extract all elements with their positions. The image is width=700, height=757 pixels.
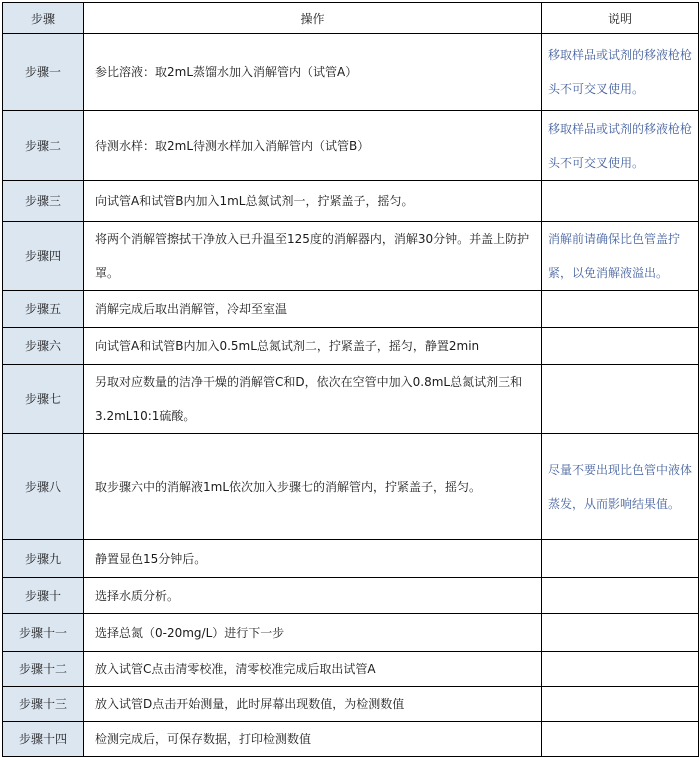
step-cell: 步骤一 — [3, 34, 84, 111]
step-cell: 步骤三 — [3, 181, 84, 222]
step-cell: 步骤十四 — [3, 722, 84, 757]
note-cell — [542, 540, 699, 578]
operation-cell: 选择水质分析。 — [84, 578, 542, 614]
note-cell: 尽量不要出现比色管中液体蒸发，从而影响结果值。 — [542, 434, 699, 540]
table-row — [3, 365, 699, 434]
operation-cell: 放入试管C点击清零校准，清零校准完成后取出试管A — [84, 652, 542, 687]
table-row — [3, 434, 699, 540]
table-row — [3, 722, 699, 757]
table-row — [3, 181, 699, 222]
note-cell: 消解前请确保比色管盖拧紧，以免消解液溢出。 — [542, 222, 699, 291]
operation-cell: 将两个消解管擦拭干净放入已升温至125度的消解器内，消解30分钟。并盖上防护罩。 — [84, 222, 542, 291]
step-cell: 步骤四 — [3, 222, 84, 291]
operation-cell: 放入试管D点击开始测量，此时屏幕出现数值，为检测数值 — [84, 687, 542, 722]
note-cell — [542, 578, 699, 614]
header-operation: 操作 — [84, 3, 542, 34]
note-cell — [542, 722, 699, 757]
operation-cell: 向试管A和试管B内加入0.5mL总氮试剂二，拧紧盖子，摇匀，静置2min — [84, 328, 542, 365]
note-cell — [542, 652, 699, 687]
header-note: 说明 — [542, 3, 699, 34]
step-cell: 步骤十二 — [3, 652, 84, 687]
operation-cell: 向试管A和试管B内加入1mL总氮试剂一，拧紧盖子，摇匀。 — [84, 181, 542, 222]
note-cell — [542, 181, 699, 222]
operation-cell: 检测完成后，可保存数据，打印检测数值 — [84, 722, 542, 757]
operation-cell: 取步骤六中的消解液1mL依次加入步骤七的消解管内，拧紧盖子，摇匀。 — [84, 434, 542, 540]
procedure-table — [2, 2, 699, 757]
note-cell — [542, 291, 699, 328]
table-row — [3, 687, 699, 722]
step-cell: 步骤八 — [3, 434, 84, 540]
step-cell: 步骤九 — [3, 540, 84, 578]
step-cell: 步骤五 — [3, 291, 84, 328]
step-cell: 步骤六 — [3, 328, 84, 365]
operation-cell: 选择总氮（0-20mg/L）进行下一步 — [84, 614, 542, 652]
operation-cell: 消解完成后取出消解管，冷却至室温 — [84, 291, 542, 328]
note-cell — [542, 687, 699, 722]
step-cell: 步骤二 — [3, 111, 84, 181]
table-row — [3, 291, 699, 328]
table-row — [3, 34, 699, 111]
operation-cell: 静置显色15分钟后。 — [84, 540, 542, 578]
header-step: 步骤 — [3, 3, 84, 34]
table-row — [3, 652, 699, 687]
operation-cell: 参比溶液：取2mL蒸馏水加入消解管内（试管A） — [84, 34, 542, 111]
table-row — [3, 614, 699, 652]
note-cell — [542, 328, 699, 365]
step-cell: 步骤十一 — [3, 614, 84, 652]
operation-cell: 待测水样：取2mL待测水样加入消解管内（试管B） — [84, 111, 542, 181]
step-cell: 步骤十三 — [3, 687, 84, 722]
step-cell: 步骤十 — [3, 578, 84, 614]
note-cell — [542, 365, 699, 434]
table-row — [3, 328, 699, 365]
table-row — [3, 578, 699, 614]
operation-cell: 另取对应数量的洁净干燥的消解管C和D，依次在空管中加入0.8mL总氮试剂三和3.2mL10:1硫酸。 — [84, 365, 542, 434]
header-row — [3, 3, 699, 34]
note-cell: 移取样品或试剂的移液枪枪头不可交叉使用。 — [542, 111, 699, 181]
note-cell: 移取样品或试剂的移液枪枪头不可交叉使用。 — [542, 34, 699, 111]
table-row — [3, 540, 699, 578]
note-cell — [542, 614, 699, 652]
table-row — [3, 222, 699, 291]
table-row — [3, 111, 699, 181]
step-cell: 步骤七 — [3, 365, 84, 434]
